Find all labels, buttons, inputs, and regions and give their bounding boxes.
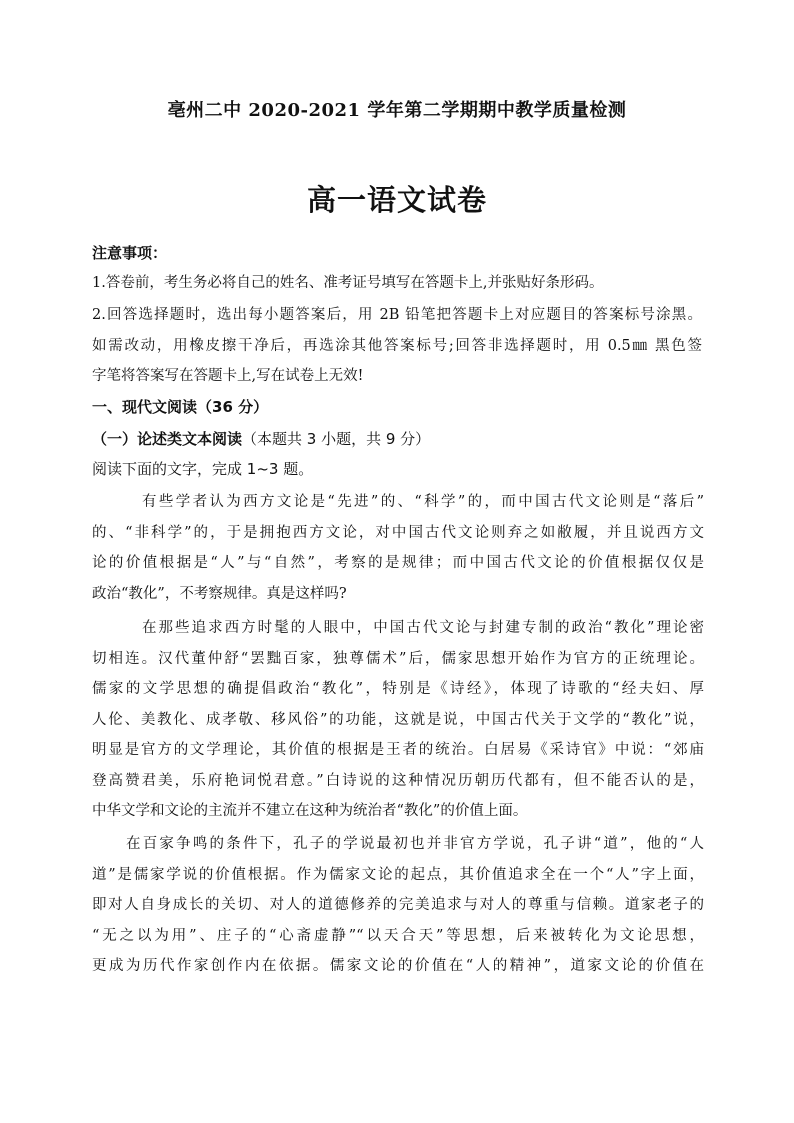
passage-paragraph-3 <box>92 829 704 982</box>
subsection-note: （本题共 3 小题，共 9 分） <box>242 430 431 448</box>
exam-title: 高一语文试卷 <box>306 183 487 217</box>
passage-line: 即对人自身成长的关切、对人的道德修养的完美追求与对人的尊重与信赖。道家老子的 <box>92 897 704 913</box>
exam-subtitle: 亳州二中 2020-2021 学年第二学期期中教学质量检测 <box>167 100 627 121</box>
passage-line: 的、“非科学”的，于是拥抱西方文论，对中国古代文论则弃之如敝履，并且说西方文 <box>92 524 704 541</box>
notice-heading: 注意事项： <box>92 244 168 262</box>
notice-item-2 <box>92 300 702 392</box>
passage-line: 有些学者认为西方文论是“先进”的、“科学”的，而中国古代文论则是“落后” <box>142 494 704 510</box>
passage-line: 切相连。汉代董仲舒“罢黜百家，独尊儒术”后，儒家思想开始作为官方的正统理论。 <box>92 650 704 667</box>
notice-item-2-line: 2.回答选择题时，选出每小题答案后，用 2B 铅笔把答题卡上对应题目的答案标号涂黑。 <box>92 307 702 323</box>
subsection-label: （一）论述类文本阅读 <box>92 430 243 448</box>
reading-instruction: 阅读下面的文字，完成 1~3 题。 <box>92 460 314 478</box>
notice-item-1 <box>92 268 702 299</box>
notice-item-2-line: 如需改动，用橡皮擦干净后，再选涂其他答案标号;回答非选择题时，用 0.5㎜ 黑色签 <box>92 337 702 354</box>
passage-line: 更成为历代作家创作内在依据。儒家文论的价值在“人的精神”，道家文论的价值在 <box>92 958 704 974</box>
passage-line: 人伦、美教化、成孝敬、移风俗”的功能，这就是说，中国古代关于文学的“教化”说， <box>92 711 704 728</box>
section-heading: 一、现代文阅读（36 分） <box>92 398 269 416</box>
passage-line: 论的价值根据是“人”与“自然”，考察的是规律；而中国古代文论的价值根据仅仅是 <box>92 555 704 571</box>
passage-line: 登高赞君美，乐府艳词悦君意。”白诗说的这种情况历朝历代都有，但不能否认的是， <box>92 772 704 789</box>
passage-paragraph-1 <box>92 487 704 609</box>
passage-line: 中华文学和文论的主流并不建立在这种为统治者“教化”的价值上面。 <box>92 803 528 819</box>
passage-line: 政治“教化”，不考察规律。真是这样吗? <box>92 585 347 602</box>
notice-item-1-text: 1.答卷前，考生务必将自己的姓名、准考证号填写在答题卡上,并张贴好条形码。 <box>92 275 604 291</box>
passage-line: 明显是官方的文学理论，其价值的根据是王者的统治。白居易《采诗官》中说：“郊庙 <box>92 742 704 758</box>
passage-line: 在那些追求西方时髦的人眼中，中国古代文论与封建专制的政治“教化”理论密 <box>142 620 704 636</box>
subsection-heading <box>92 428 430 449</box>
notice-item-2-line: 字笔将答案写在答题卡上,写在试卷上无效! <box>92 368 364 384</box>
passage-line: 儒家的文学思想的确提倡政治“教化”，特别是《诗经》，体现了诗歌的“经夫妇、厚 <box>92 681 704 697</box>
passage-line: 在百家争鸣的条件下，孔子的学说最初也并非官方学说，孔子讲“道”，他的“人 <box>126 836 704 852</box>
passage-line: 道”是儒家学说的价值根据。作为儒家文论的起点，其价值追求全在一个“人”字上面， <box>92 866 704 883</box>
passage-line: “无之以为用”、庄子的“心斋虚静”“以天合天”等思想，后来被转化为文论思想， <box>92 927 704 944</box>
passage-paragraph-2 <box>92 613 704 827</box>
